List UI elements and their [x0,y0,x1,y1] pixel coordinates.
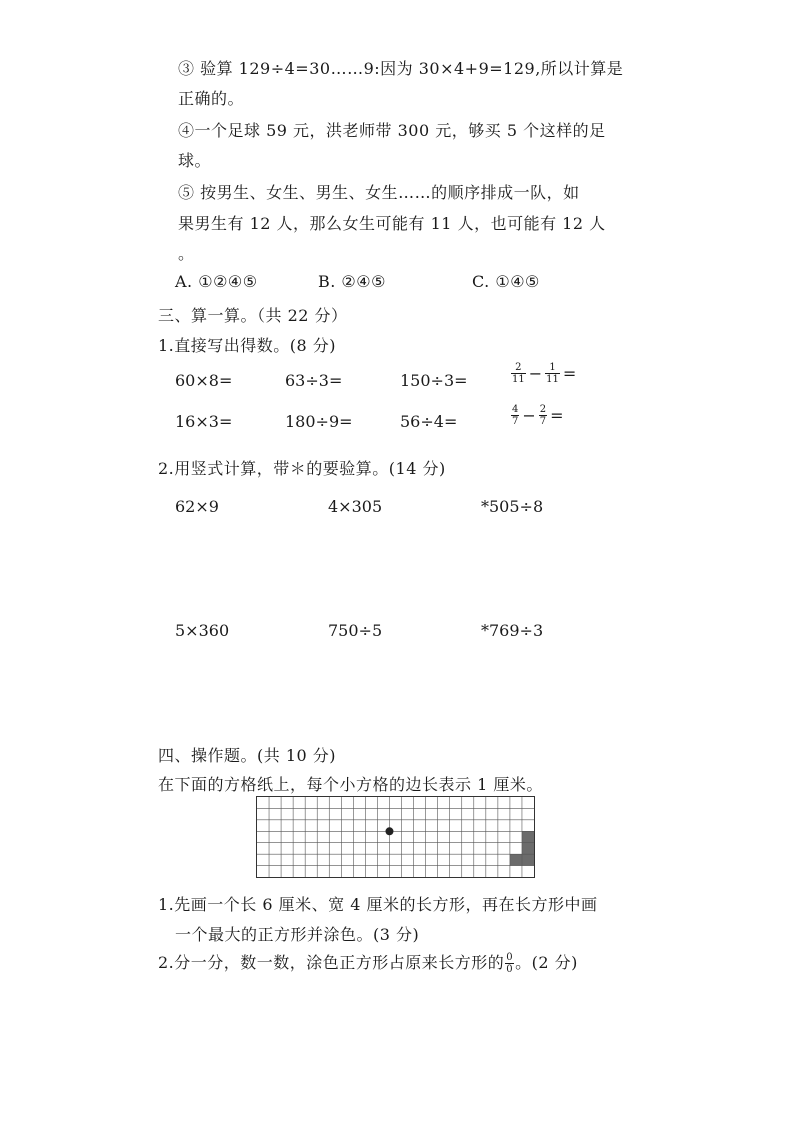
calc-item: 16×3= [175,412,233,431]
section4-title: 四、操作题。(共 10 分) [158,746,337,765]
option-b: B. ②④⑤ [318,272,386,291]
q-statement-4-line2: 球。 [178,151,212,170]
fraction-calc-1: $\frac{2}{11}$ − $\frac{1}{11}$ = [512,362,577,385]
shaded-square [522,854,534,865]
section4-description: 在下面的方格纸上，每个小方格的边长表示 1 厘米。 [158,775,543,794]
calc-item: 60×8= [175,371,233,390]
fraction-calc-2: $\frac{4}{7}$ − $\frac{2}{7}$ = [512,404,564,427]
q-statement-5-line1: ⑤ 按男生、女生、男生、女生……的顺序排成一队，如 [178,183,580,202]
shaded-square [522,831,534,842]
vertical-calc-item: 4×305 [328,497,383,516]
calc-item: 56÷4= [400,412,458,431]
q-statement-5-line3: 。 [178,244,195,263]
vertical-calc-item: 750÷5 [328,621,383,640]
part1-title: 1.直接写出得数。(8 分) [158,336,337,355]
grid-paper [256,796,535,878]
section4-q1-line2: 一个最大的正方形并涂色。(3 分) [175,925,420,944]
option-a: A. ①②④⑤ [175,272,258,291]
point-marker [385,827,393,835]
vertical-calc-item: *769÷3 [481,621,544,640]
calc-item: 180÷9= [285,412,353,431]
section4-q1-line1: 1.先画一个长 6 厘米、宽 4 厘米的长方形，再在长方形中画 [158,895,598,914]
q-statement-3-line1: ③ 验算 129÷4=30……9:因为 30×4+9=129,所以计算是 [178,59,624,78]
section3-title: 三、算一算。（共 22 分） [158,306,348,325]
q-statement-3-line2: 正确的。 [178,89,245,108]
q-statement-5-line2: 果男生有 12 人，那么女生可能有 11 人，也可能有 12 人 [178,214,606,233]
vertical-calc-item: 62×9 [175,497,219,516]
vertical-calc-item: *505÷8 [481,497,544,516]
q-statement-4-line1: ④一个足球 59 元，洪老师带 300 元，够买 5 个这样的足 [178,121,606,140]
shaded-square [510,854,522,865]
vertical-calc-item: 5×360 [175,621,230,640]
option-c: C. ①④⑤ [472,272,540,291]
section4-q2: 2.分一分，数一数，涂色正方形占原来长方形的 $\frac{0}{0}$ 。(2 分) [158,952,578,975]
calc-item: 63÷3= [285,371,343,390]
shaded-square [522,843,534,854]
part2-title: 2.用竖式计算，带＊的要验算。(14 分) [158,459,446,478]
calc-item: 150÷3= [400,371,468,390]
fraction-placeholder: $\frac{0}{0}$ [506,952,514,975]
